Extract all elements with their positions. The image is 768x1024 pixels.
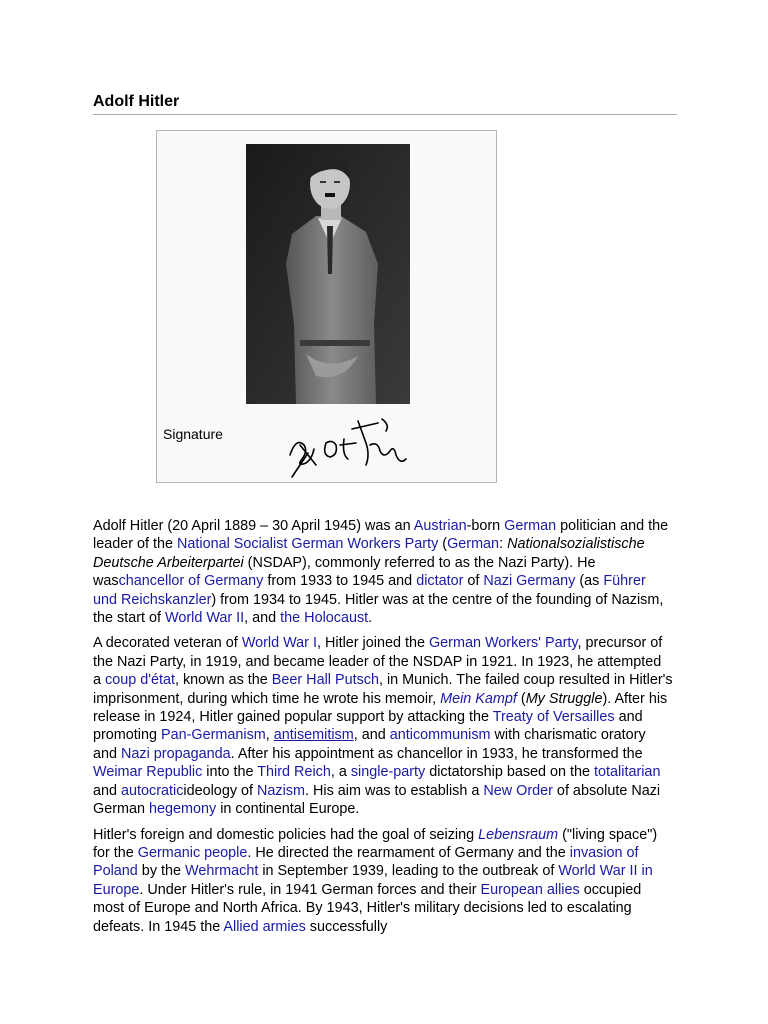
link-germanic-people[interactable]: Germanic people [137,844,248,861]
nsdap-term: Nationalsozialistische Deutsche Arbeiterpartei [93,536,645,571]
career-paragraph: A decorated veteran of World War I, Hitler joined the German Workers' Party, precursor of the Nazi Party, in 1919, and became leader of the NSDAP in 1921. In 1923, he attempted a coup d'état, known as the Beer Hall Putsch, in Munich. The failed coup resulted in Hitler's imprisonment, during which time he wrote his memoir, Mein Kampf (My Struggle). After his release in 1924, Hitler gained popular support by attacking the Treaty of Versailles and promoting Pan-Germanism, antisemitism, and anticommunism with charismatic oratory and Nazi propaganda. After his appointment as chancellor in 1933, he transformed the Weimar Republic into the Third Reich, a single-party dictatorship based on the totalitarian and autocraticideology of Nazism. His aim was to establish a New Order of absolute Nazi German hegemony in continental Europe. [93,635,673,818]
link-austrian[interactable]: Austrian [413,518,467,534]
link-totalitarian[interactable]: totalitarian [594,764,661,781]
link-allied-armies[interactable]: Allied armies [223,918,306,935]
link-third-reich[interactable]: Third Reich [257,764,331,781]
portrait-image [246,144,410,404]
link-beer-hall-putsch[interactable]: Beer Hall Putsch [271,672,379,689]
link-autocratic[interactable]: autocratic [121,782,184,799]
link-hegemony[interactable]: hegemony [148,801,217,818]
link-german[interactable]: German [504,518,557,534]
title-divider [93,114,677,115]
link-single-party[interactable]: single-party [350,764,426,781]
link-nazi-germany[interactable]: Nazi Germany [483,573,576,590]
link-invasion-of-poland[interactable]: invasion of Poland [93,844,639,880]
link-weimar-republic[interactable]: Weimar Republic [93,764,203,781]
signature-image [286,415,411,480]
article-body [93,517,673,943]
signature-label: Signature [163,426,223,442]
link-german-workers-party[interactable]: German Workers' Party [428,635,578,652]
link-nazi-propaganda[interactable]: Nazi propaganda [121,745,231,762]
link-lebensraum[interactable]: Lebensraum [478,826,559,843]
link-the-holocaust[interactable]: the Holocaust [280,610,369,627]
link-chancellor-of-germany[interactable]: chancellor of Germany [118,573,264,590]
link-anticommunism[interactable]: anticommunism [389,727,491,744]
link-pan-germanism[interactable]: Pan-Germanism [161,727,266,744]
link-world-war-i[interactable]: World War I [241,635,317,652]
page-title: Adolf Hitler [93,93,180,110]
link-dictator[interactable]: dictator [416,573,464,590]
link-national-socialist-german-workers-party[interactable]: National Socialist German Workers Party [177,536,439,553]
link-treaty-of-versailles[interactable]: Treaty of Versailles [492,709,615,726]
link-mein-kampf[interactable]: Mein Kampf [440,690,517,707]
link-new-order[interactable]: New Order [483,782,553,799]
link-german-language[interactable]: German [447,536,500,553]
link-antisemitism[interactable]: antisemitism [273,727,354,744]
link-wehrmacht[interactable]: Wehrmacht [185,863,259,880]
my-struggle-term: My Struggle [525,690,603,707]
link-nazism[interactable]: Nazism [257,782,305,799]
link-coup-detat[interactable]: coup d'état [105,672,175,689]
link-european-allies[interactable]: European allies [480,881,580,898]
policy-paragraph: Hitler's foreign and domestic policies had the goal of seizing Lebensraum ("living space") for the Germanic people. He directed the rearmament of Germany and the invasion of Poland by the Wehrmacht in September 1939, leading to the outbreak of World War II in Europe. Under Hitler's rule, in 1941 German forces and their European allies occupied most of Europe and North Africa. By 1943, Hitler's military decisions led to escalating defeats. In 1945 the Allied armies successfully [93,826,658,935]
link-world-war-ii[interactable]: World War II [165,610,245,627]
link-fuhrer-und-reichskanzler[interactable]: Führer und Reichskanzler [93,573,646,608]
link-world-war-ii-in-europe[interactable]: World War II in Europe [93,863,653,898]
infobox [156,130,497,483]
intro-paragraph: Adolf Hitler (20 April 1889 – 30 April 1945) was an Austrian-born German politician and the leader of the National Socialist German Workers Party (German: Nationalsozialistische Deutsche Arbeiterpartei (NSDAP), commonly referred to as the Nazi Party). He waschancellor of Germany from 1933 to 1945 and dictator of Nazi Germany (as Führer und Reichskanzler) from 1934 to 1945. Hitler was at the centre of the founding of Nazism, the start of World War II, and the Holocaust. [93,518,669,627]
